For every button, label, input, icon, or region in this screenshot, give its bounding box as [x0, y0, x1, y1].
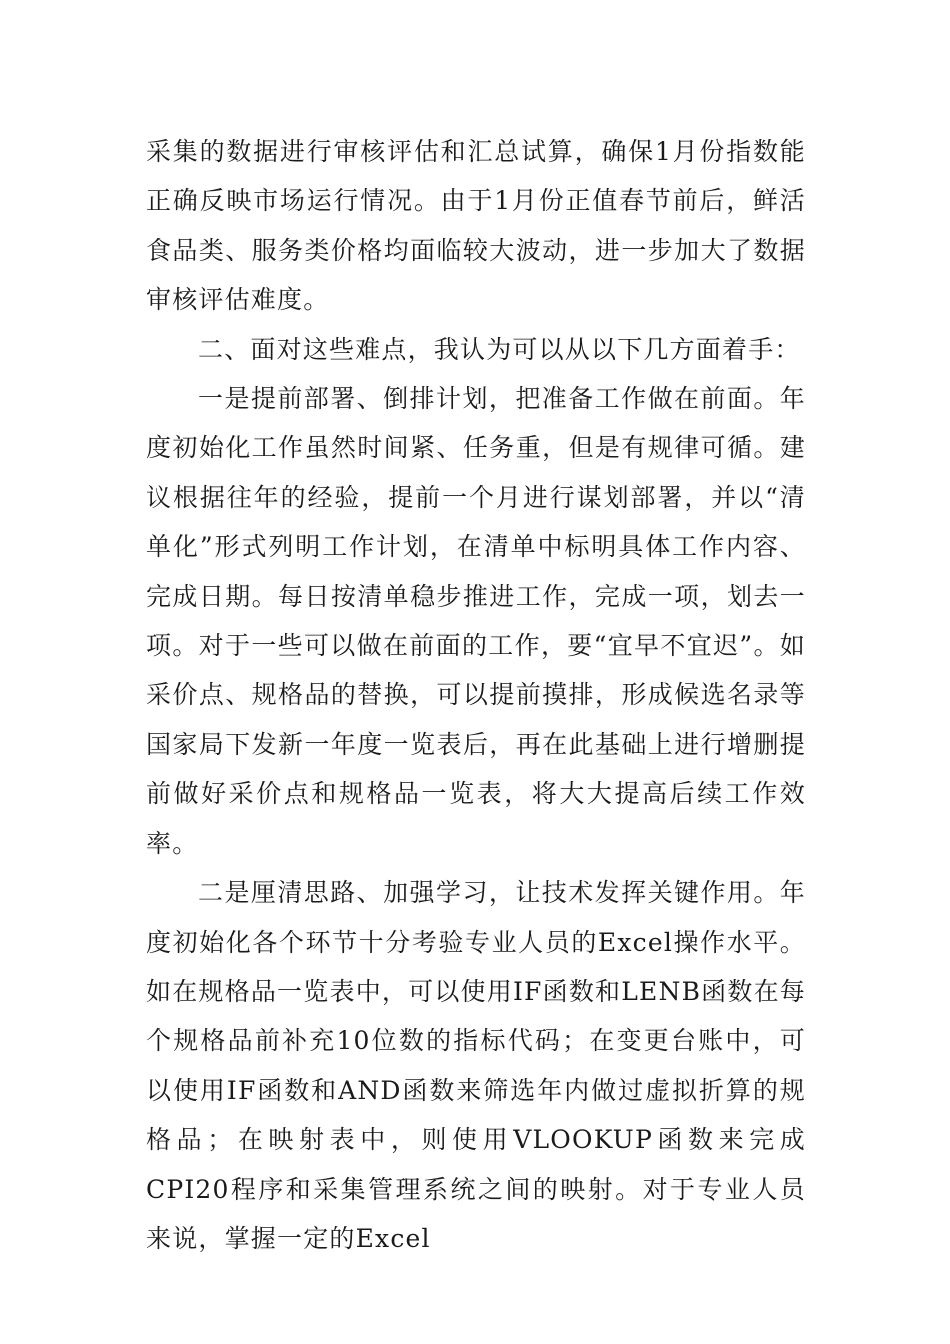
paragraph-1: 采集的数据进行审核评估和汇总试算，确保1月份指数能正确反映市场运行情况。由于1月份正值春节前后，鲜活食品类、服务类价格均面临较大波动，进一步加大了数据审核评估难度。	[146, 137, 806, 315]
paragraph-3: 一是提前部署、倒排计划，把准备工作做在前面。年度初始化工作虽然时间紧、任务重，但是有规律可循。建议根据往年的经验，提前一个月进行谋划部署，并以“清单化”形式列明工作计划，在清单中标明具体工作内容、完成日期。每日按清单稳步推进工作，完成一项，划去一项。对于一些可以做在前面的工作，要“宜早不宜迟”。如采价点、规格品的替换，可以提前摸排，形成候选名录等国家局下发新一年度一览表后，再在此基础上进行增删提前做好采价点和规格品一览表，将大大提高后续工作效率。	[146, 384, 806, 858]
document-body	[146, 127, 806, 1263]
paragraph-4: 二是厘清思路、加强学习，让技术发挥关键作用。年度初始化各个环节十分考验专业人员的Excel操作水平。如在规格品一览表中，可以使用IF函数和LENB函数在每个规格品前补充10位数的指标代码；在变更台账中，可以使用IF函数和AND函数来筛选年内做过虚拟折算的规格品；在映射表中，则使用VLOOKUP函数来完成CPI20程序和采集管理系统之间的映射。对于专业人员来说，掌握一定的Excel	[146, 878, 806, 1253]
paragraph-2: 二、面对这些难点，我认为可以从以下几方面着手：	[198, 334, 801, 364]
